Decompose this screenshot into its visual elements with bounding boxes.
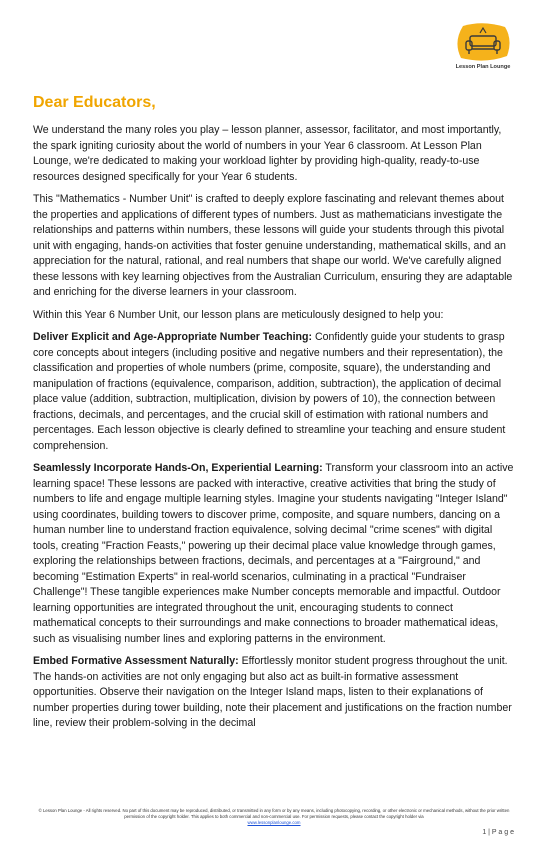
website-link[interactable]: www.lessonplanlounge.com [247, 820, 301, 825]
letter-body [33, 93, 515, 739]
section-title: Embed Formative Assessment Naturally: [33, 655, 239, 667]
section-body: Confidently guide your students to grasp core concepts about integers (including positive and negative numbers and their representation), the classification and properties of whole numbers (prime, composite, square), the understanding and manipulation of fractions (equivalence, comparison, addition, subtraction), the application of decimal place value (addition, subtraction, multiplication, division by powers of 10), the connection between fractions, decimals, and percentages, and the crucial skill of estimation with rational numbers and percentages. Each lesson objective is clearly defined to streamline your teaching and ensure student comprehension. [33, 331, 506, 452]
section-title: Deliver Explicit and Age-Appropriate Number Teaching: [33, 331, 313, 343]
section-formative-assessment [33, 654, 515, 732]
page-number: 1 | P a g e [482, 829, 514, 836]
lead-in-paragraph: Within this Year 6 Number Unit, our lesson plans are meticulously designed to help you: [33, 308, 444, 321]
unit-description-paragraph: This "Mathematics - Number Unit" is crafted to deeply explore fascinating and relevant themes about the properties and applications of different types of numbers. Just as mathematicians investigate the relationships and patterns within numbers, these lessons will guide your students through this pivotal unit with engaging, hands-on activities that foster genuine understanding, mathematical skills, and an appreciation for the natural, rational, and real numbers that shape our world. We've carefully aligned these lessons with key learning objectives from the Australian Curriculum, ensuring they are adaptable and enriching for the diverse learners in your classroom. [33, 193, 513, 298]
section-title: Seamlessly Incorporate Hands-On, Experiential Learning: [33, 462, 323, 474]
logo-text: Lesson Plan Lounge [455, 64, 511, 70]
sofa-icon [455, 22, 511, 62]
copyright-text: © Lesson Plan Lounge - All rights reserved. No part of this document may be reproduced, distributed, or transmitted in any form or by any means, including photocopying, recording, or other electronic or mechanical methods, without the prior written permission of the copyright holder. This applies to both commercial and non-commercial use. For permission requests, please contact the copyright holder via [38, 808, 510, 819]
intro-paragraph: We understand the many roles you play – lesson planner, assessor, facilitator, and most importantly, the spark igniting curiosity about the world of numbers in your Year 6 classroom. At Lesson Plan Lounge, we're dedicated to making your workload lighter by providing high-quality, ready-to-use resources designed specifically for your Year 6 students. [33, 124, 502, 183]
section-body: Transform your classroom into an active learning space! These lessons are packed with interactive, creative activities that bring the study of numbers to life and engage multiple learning styles. Imagine your students navigating "Integer Island" using coordinates, building towers to discover prime, composite, and square numbers, dancing on a human number line to understand fraction equivalence, solving decimal "crime scenes" with digital tools, creating "Fraction Feasts," powering up their decimal place value knowledge through games, exploring the relationships between fractions, decimals, and percentages at a "Fairground," and becoming "Estimation Experts" in real-world scenarios, culminating in a practical "Fundraiser Challenge"! These tangible experiences make Number concepts memorable and impactful. Outdoor learning opportunities are integrated throughout the unit, encouraging students to connect mathematical concepts to their surroundings and make connections to broader mathematical ideas, such as visualising number lines and exploring patterns in the environment. [33, 462, 514, 645]
section-explicit-teaching [33, 330, 515, 454]
section-hands-on-learning [33, 461, 515, 647]
footer-copyright [33, 808, 515, 826]
section-body: Effortlessly monitor student progress throughout the unit. The hands-on activities are not only engaging but also act as built-in formative assessment opportunities. Observe their navigation on the Integer Island maps, listen to their explanations of number properties during tower building, note their placement and justifications on the fraction number line, review their problem-solving in the decimal [33, 655, 512, 729]
page-title: Dear Educators, [33, 94, 156, 111]
